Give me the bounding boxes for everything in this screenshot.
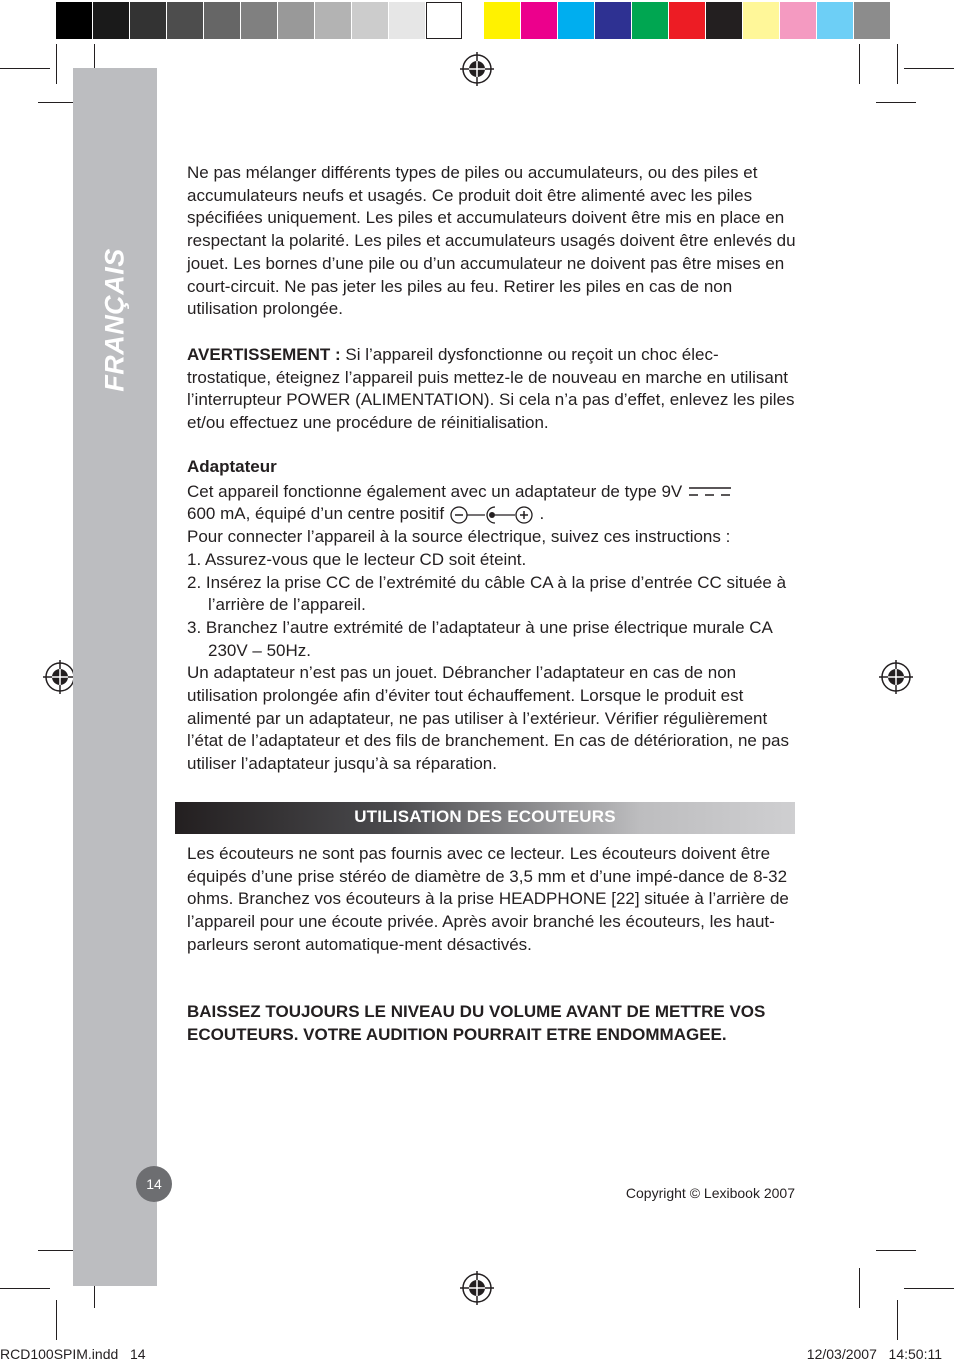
color-swatch — [204, 2, 240, 39]
color-swatch — [632, 2, 668, 39]
volume-warning: BAISSEZ TOUJOURS LE NIVEAU DU VOLUME AVANT DE METTRE VOS ECOUTEURS. VOTRE AUDITION POURRAIT ETRE ENDOMMAGEE. — [187, 1002, 766, 1044]
registration-mark-icon — [460, 1271, 494, 1305]
crop-mark — [0, 68, 50, 69]
registration-mark-icon — [43, 660, 77, 694]
registration-mark-icon — [879, 660, 913, 694]
adapter-line-2: 600 mA, équipé d’un centre positif . — [187, 504, 545, 524]
color-swatch — [558, 2, 594, 39]
headphones-paragraph: Les écouteurs ne sont pas fournis avec ce lecteur. Les écouteurs doivent être équipés d’une prise stéréo de diamètre de 3,5 mm et d’une impé-dance de 8-32 ohms. Branchez vos écouteurs à la prise HEADPHONE [22] située à l’arrière de l’appareil pour une écoute privée. Après avoir branché les écouteurs, les haut-parleurs seront automatique-ment désactivés. — [187, 844, 789, 954]
adapter-line-1: Cet appareil fonctionne également avec un adaptateur de type 9V — [187, 481, 802, 504]
dc-current-symbol-icon — [687, 485, 733, 499]
color-calibration-bar — [484, 2, 891, 39]
color-swatch — [389, 2, 425, 39]
color-swatch — [854, 2, 890, 39]
center-positive-polarity-icon — [449, 505, 535, 525]
color-swatch — [167, 2, 203, 39]
crop-mark — [897, 44, 898, 84]
adapter-step-3: 3. Branchez l’autre extrémité de l’adaptateur à une prise électrique murale CA 230V – 50Hz. — [187, 617, 772, 660]
warning-block — [187, 344, 802, 435]
section-title: UTILISATION DES ECOUTEURS — [354, 807, 616, 826]
color-swatch — [706, 2, 742, 39]
crop-mark — [38, 102, 78, 103]
battery-instructions — [187, 162, 802, 321]
volume-warning-block — [187, 1001, 802, 1046]
headphones-section — [187, 843, 802, 957]
grayscale-calibration-bar — [56, 2, 463, 39]
date-info: 12/03/2007 14:50:11 — [806, 1346, 942, 1362]
color-swatch — [426, 2, 462, 39]
crop-mark — [38, 1250, 78, 1251]
language-label: FRANÇAIS — [99, 248, 130, 392]
copyright-text: Copyright © Lexibook 2007 — [625, 1185, 795, 1201]
color-swatch — [93, 2, 129, 39]
section-header-bar — [175, 802, 795, 834]
crop-mark — [859, 44, 860, 84]
crop-mark — [876, 1250, 916, 1251]
color-swatch — [130, 2, 166, 39]
crop-mark — [904, 1288, 954, 1289]
registration-mark-icon — [460, 52, 494, 86]
color-swatch — [743, 2, 779, 39]
color-swatch — [521, 2, 557, 39]
color-swatch — [780, 2, 816, 39]
file-info: RCD100SPIM.indd 14 — [0, 1346, 146, 1362]
crop-mark — [897, 1300, 898, 1340]
color-swatch — [484, 2, 520, 39]
color-swatch — [315, 2, 351, 39]
adapter-heading: Adaptateur — [187, 457, 277, 476]
crop-mark — [56, 1300, 57, 1340]
battery-paragraph: Ne pas mélanger différents types de piles ou accumulateurs, ou des piles et accumulateurs neufs et usagés. Ce produit doit être alimenté avec les piles spécifiées uniquement. Les piles et accumulateurs doivent être mis en place en respectant la polarité. Les piles et accumulateurs usagés doivent être enlevés du jouet. Les bornes d’une pile ou d’un accumulateur ne doivent pas être mises en court-circuit. Ne pas jeter les piles au feu. Retirer les piles en cas de non utilisation prolongée. — [187, 163, 796, 319]
crop-mark — [876, 102, 916, 103]
crop-mark — [859, 1268, 860, 1308]
color-swatch — [56, 2, 92, 39]
color-swatch — [669, 2, 705, 39]
crop-mark — [904, 68, 954, 69]
adapter-section — [187, 456, 802, 776]
color-swatch — [241, 2, 277, 39]
color-swatch — [595, 2, 631, 39]
crop-mark — [0, 1288, 50, 1289]
warning-text: Si l’appareil dysfonctionne ou reçoit un choc élec-trostatique, éteignez l’appareil puis mettez-le de nouveau en marche en utilisant l’interrupteur POWER (ALIMENTATION). Si cela n’a pas d’effet, enlevez les piles et/ou effectuez une procédure de réinitialisation. — [187, 345, 795, 433]
adapter-intro: Pour connecter l’appareil à la source électrique, suivez ces instructions : — [187, 527, 731, 547]
color-swatch — [352, 2, 388, 39]
color-swatch — [278, 2, 314, 39]
color-swatch — [817, 2, 853, 39]
crop-mark — [56, 44, 57, 84]
warning-label: AVERTISSEMENT : — [187, 345, 341, 364]
adapter-step-2: 2. Insérez la prise CC de l’extrémité du câble CA à la prise d’entrée CC située à l’arrière de l’appareil. — [187, 572, 787, 615]
page-number-badge: 14 — [136, 1166, 172, 1202]
adapter-step-1: 1. Assurez-vous que le lecteur CD soit éteint. — [187, 549, 527, 569]
adapter-warning: Un adaptateur n’est pas un jouet. Débrancher l’adaptateur en cas de non utilisation prolongée afin d’éviter tout échauffement. Lorsque le produit est alimenté par un adaptateur, ne pas utiliser à l’extérieur. Vérifier régulièrement l’état de l’adaptateur et des fils de branchement. En cas de détérioration, ne pas utiliser l’adaptateur jusqu’à sa réparation. — [187, 663, 789, 774]
